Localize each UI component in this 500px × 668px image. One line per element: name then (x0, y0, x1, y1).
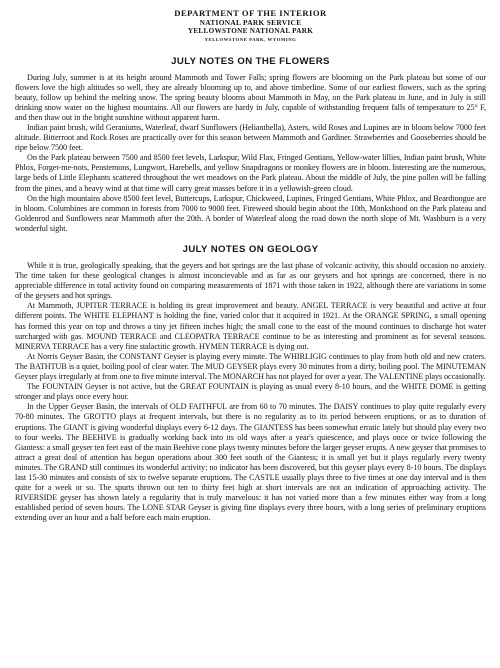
flowers-paragraph: On the Park plateau between 7500 and 8500 feet levels, Larkspur, Wild Flax, Fringed Gentians, Yellow-water lillies, Indian paint brush, White Phlox, Forget-me-nots, Penstemons, Lungwort, Harebells, and yellow Snapdragons or monkey flowers are in bloom. Interesting are the numerous, large beds of Little Elephants scattered throughout the wet meadows on the Park plateau. About the middle of July, the pine pollen will be falling from the pines, and a heavy wind at that time will carry great masses before it in a yellowish-green cloud. (15, 153, 486, 193)
flowers-paragraph: Indian paint brush, wild Geraniums, Waterleaf, dwarf Sunflowers (Helianthella), Asters, wild Roses and Lupines are in bloom below 7000 feet altitude. Bitterroot and Rock Roses are practically over for this season between Mammoth and Gardiner. Strawberries and Gooseberries should be ripe below 7500 feet. (15, 122, 486, 153)
geology-paragraph: In the Upper Geyser Basin, the intervals of OLD FAITHFUL are from 60 to 70 minutes. The DAISY continues to play quite regularly every 70-80 minutes. The GROTTO plays at frequent intervals, but there is no regularity as to its period between eruptions, or as to duration of eruptions. The GIANT is giving wonderful displays every 6-12 days. The GIANTESS has been somewhat erratic lately but should play every two to four weeks. The BEEHIVE is gradually working back into its old ways after a year's quiescence, and plays once or twice following the Giantess: a small geyser ten feet east of the main Beehive cone plays twenty minutes before the larger geyser erupts. A new geyser that promises to attract a great deal of attention has begun operations about 300 feet south of the Giantess; it is small yet but it plays regularly every twenty minutes. The GRAND still continues its wonderful activity; no indicator has been discovered, but this geyser plays every 8-10 hours. The displays last 15-30 minutes and consists of six to twelve separate eruptions. The CASTLE usually plays three to five times at one day interval and is then quite for a week or so. The spurts thrown out ten to thirty feet high at short intervals are not an indication of approaching activity. The RIVERSIDE geyser has shown lately a regularity that is truly marvelous: it has not varied more than a few minutes either way from a long established period of seven hours. The LONE STAR Geyser is giving fine displays every three hours, with a long series of preliminary eruptions extending over an hour and a half before each main eruption. (15, 402, 486, 523)
flowers-paragraph: On the high mountains above 8500 feet level, Buttercups, Larkspur, Chickweed, Lupines, Fringed Gentians, White Phlox, and Beardtongue are in bloom. Columbines are common in forests from 7000 to 9000 feet. Fireweed should begin about the 10th, Monkshood on the Park plateau and Goldenrod and Sunflowers near Mammoth after the 20th. A border of Waterleaf along the road down the north slope of Mt. Washburn is a very wonderful sight. (15, 193, 486, 233)
location-heading: YELLOWSTONE PARK, WYOMING (204, 36, 297, 42)
geology-paragraph: At Mammoth, JUPITER TERRACE is holding its great improvement and beauty. ANGEL TERRACE is very beautiful and active at four different points. The WHITE ELEPHANT is holding the fine, varied color that it acquired in 1921. At the ORANGE SPRING, a small opening has formed this year on top and throws a tiny jet fifteen inches high; the small cone to the east of the mound continues to discharge hot water surcharged with gas. MOUND TERRACE and CLEOPATRA TERRACE continue to be as interesting and prominent as for several seasons. MINERVA TERRACE has a very fine stalactitic growth. HYMEN TERRACE is dying out. (15, 301, 486, 351)
geology-paragraph: While it is true, geologically speaking, that the geyers and hot springs are the last phase of volcanic activity, this should occasion no anxiety. The time taken for these geological changes is almost inconcievable and as far as our geysers and hot springs are concerned, there is no appreciable difference in total activity found on comparing measurements of 1871 with those taken in 1922, although there are variations in some of the geysers and hot springs. (15, 261, 486, 301)
park-heading: YELLOWSTONE NATIONAL PARK (187, 27, 314, 35)
geology-paragraph: At Norris Geyser Basin, the CONSTANT Geyser is playing every minute. The WHIRLIGIG continues to play from both old and new craters. The BATHTUB is a quiet, boiling pool of clear water. The MUD GEYSER plays every 30 minutes from a dirty, boiling pool. The MINUTEMAN Geyser plays irregularly at from one to five minute interval. The MONARCH has not played for over a year. The VALENTINE plays occasionally. (15, 351, 486, 382)
flowers-paragraph: During July, summer is at its height around Mammoth and Tower Falls; spring flowers are blooming on the Park plateau but some of our flowers love the high altitudes so well, they are already blooming up to, and above timberline. Some of our earliest flowers, such as the spring beauty, follow up behind the melting snow. The spring beauty blooms about Mammoth in May, on the Park plateau in June, and in July is still drinking snow water on the highest mountains. All our flowers are hardy in July, capable of withstanding frequent falls of temperature to 25° F, and then thaw out in the bright sunshine without apparent harm. (15, 72, 486, 122)
flowers-section-title: JULY NOTES ON THE FLOWERS (171, 55, 330, 67)
letterhead (15, 8, 486, 43)
service-heading: NATIONAL PARK SERVICE (199, 18, 302, 27)
geology-section-title: JULY NOTES ON GEOLOGY (182, 244, 319, 255)
geology-paragraph: The FOUNTAIN Geyser is not active, but the GREAT FOUNTAIN is playing as usual every 8-10 hours, and the WHITE DOME is getting stronger and plays once every hour. (15, 382, 486, 402)
department-heading: DEPARTMENT OF THE INTERIOR (174, 8, 327, 18)
